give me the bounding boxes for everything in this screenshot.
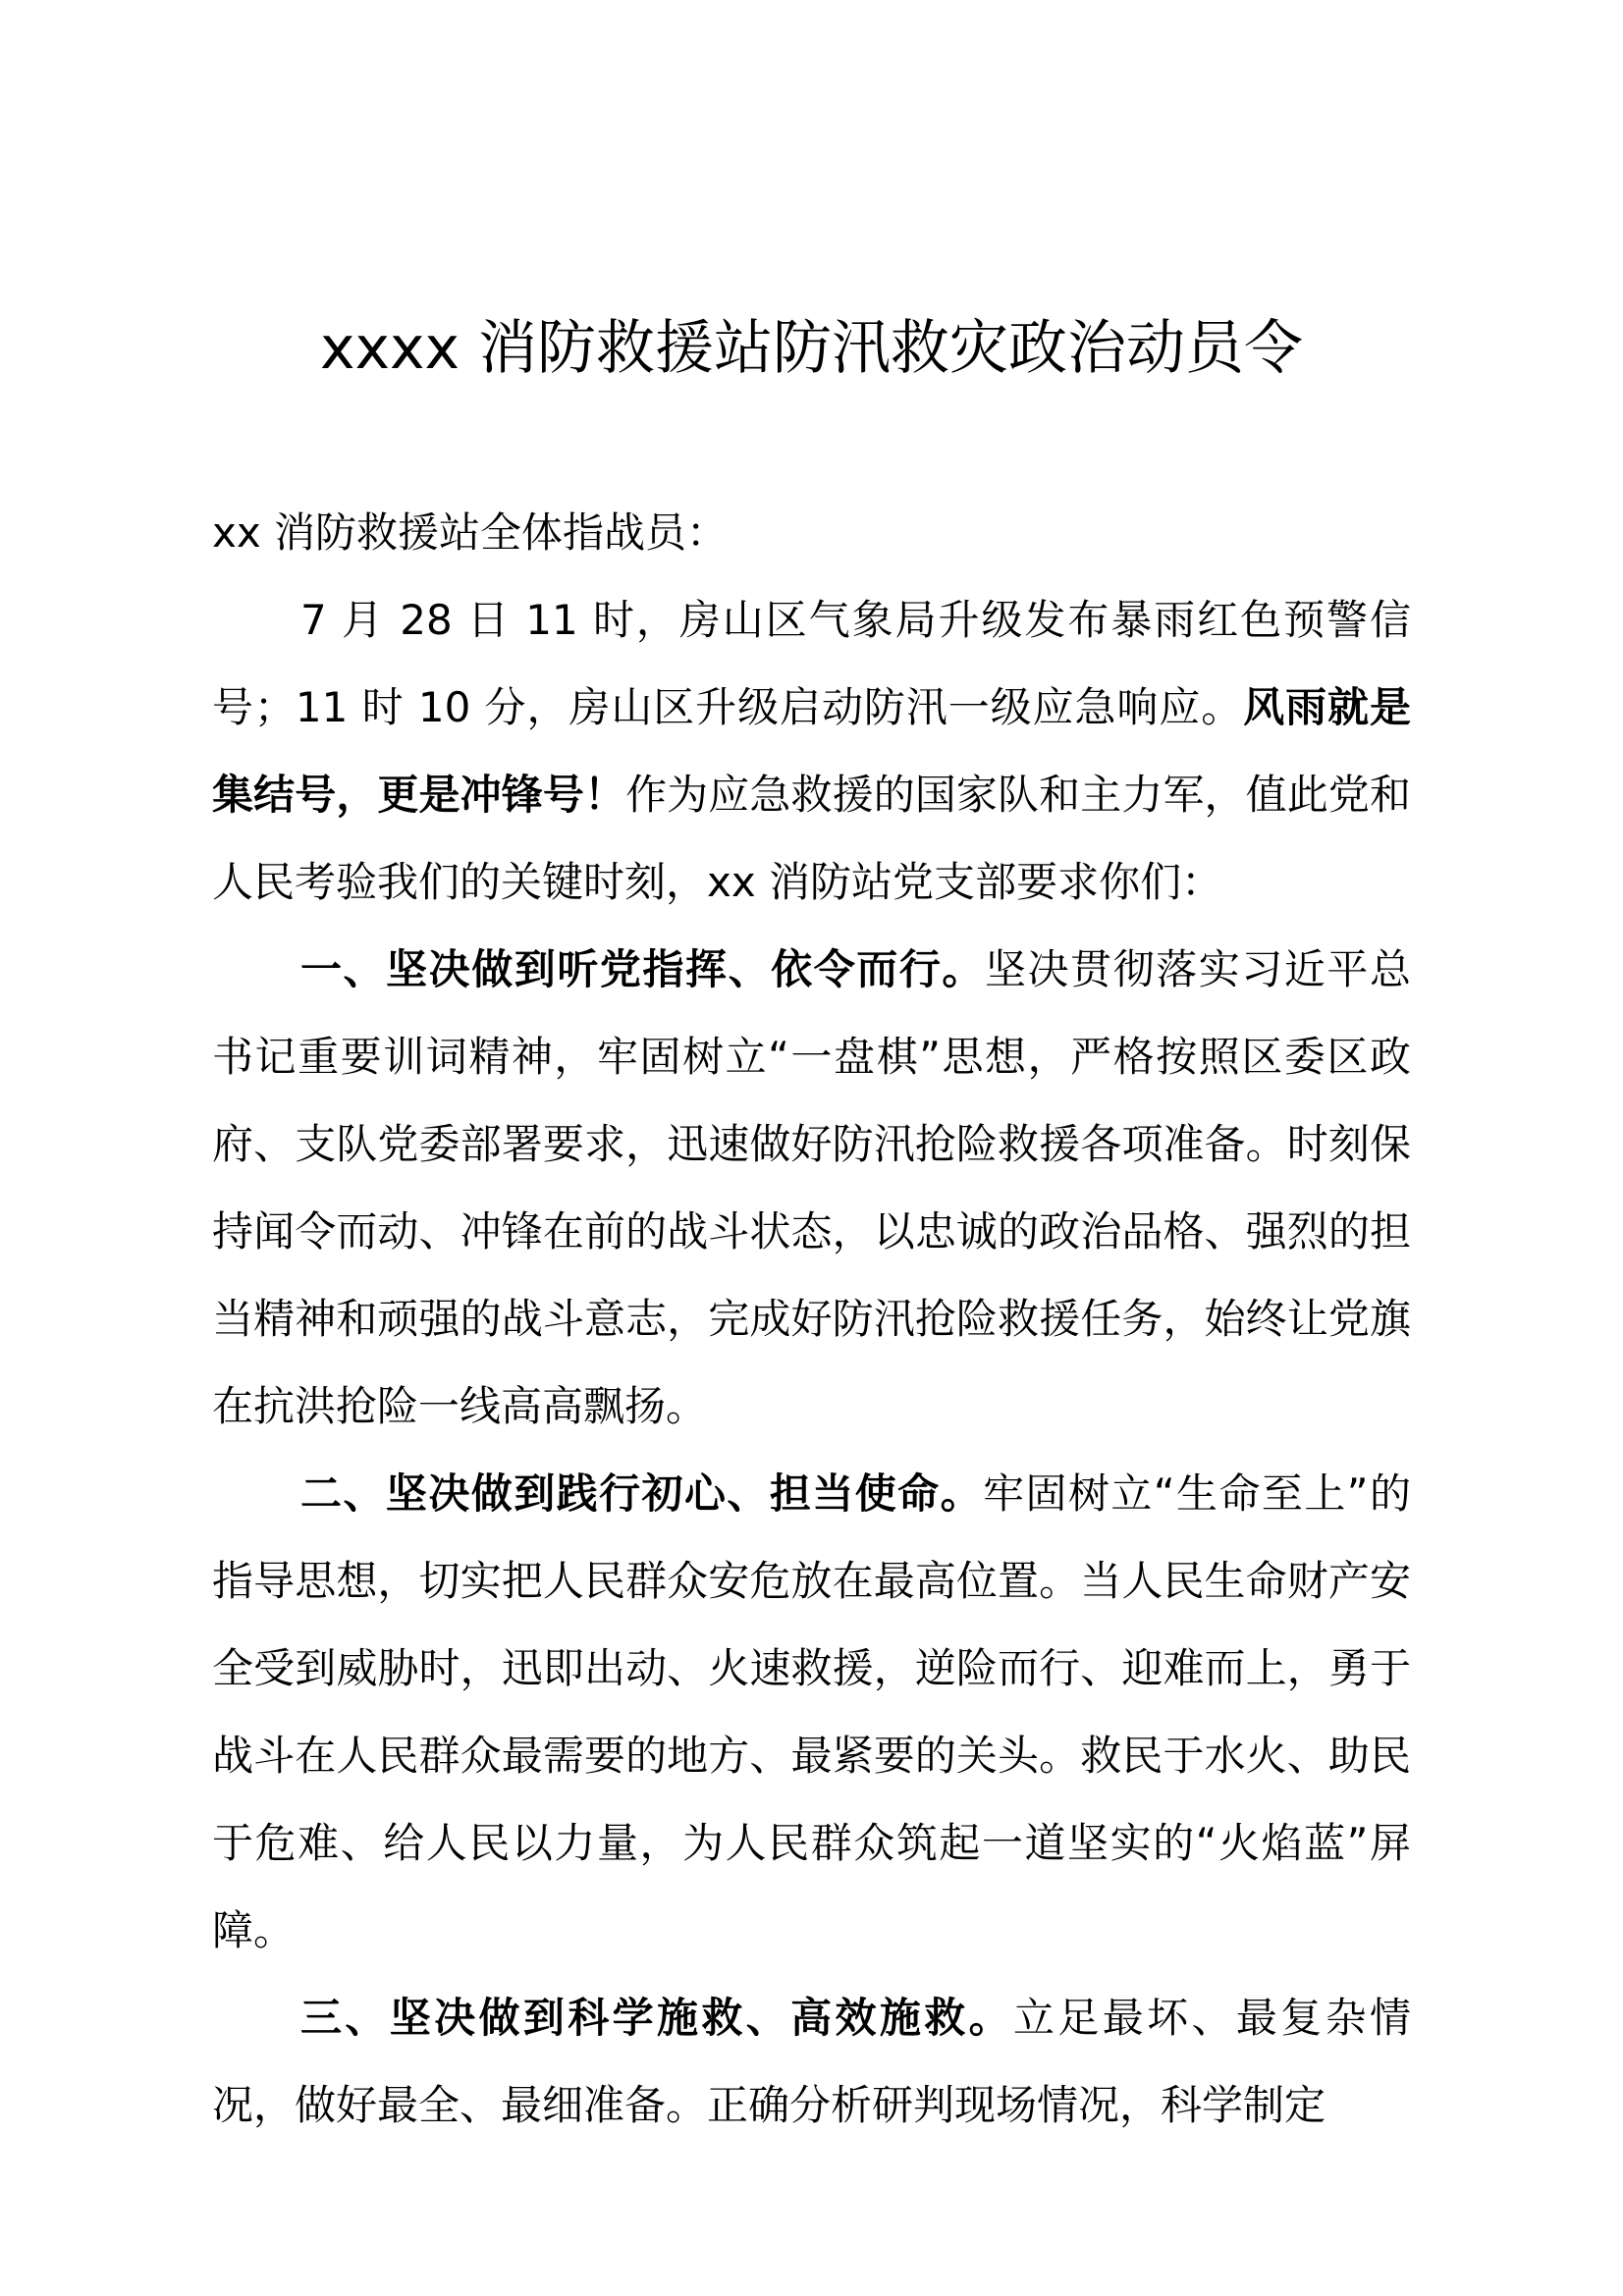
paragraph-text: 坚决贯彻落实习近平总书记重要训词精神，牢固树立“一盘棋”思想，严格按照区委区政府、支队党委部署要求，迅速做好防汛抢险救援各项准备。时刻保持闻令而动、冲锋在前的战斗状态，以忠诚的政治品格、强烈的担当精神和顽强的战斗意志，完成好防汛抢险救援任务，始终让党旗在抗洪抢险一线高高飘扬。 — [212, 945, 1411, 1430]
paragraph-point-two — [212, 1450, 1411, 1974]
paragraph-text: 立足最坏、最复杂情况，做好最全、最细准备。正确分析研判现场情况，科学制定 — [212, 1994, 1411, 2129]
paragraph-text: 作为应急救援的国家队和主力军，值此党和人民考验我们的关键时刻，xx 消防站党支部要求你们： — [212, 771, 1411, 906]
paragraph-heading: 二、坚决做到践行初心、担当使命。 — [300, 1469, 984, 1518]
paragraph-emphasis: 风雨就是集结号，更是冲锋号！ — [212, 683, 1411, 819]
paragraph-point-one — [212, 926, 1411, 1450]
paragraph-text: 牢固树立“生命至上”的指导思想，切实把人民群众安危放在最高位置。当人民生命财产安全受到威胁时，迅即出动、火速救援，逆险而行、迎难而上，勇于战斗在人民群众最需要的地方、最紧要的关头。救民于水火、助民于危难、给人民以力量，为人民群众筑起一道坚实的“火焰蓝”屏障。 — [212, 1469, 1411, 1954]
paragraph-point-three — [212, 1974, 1411, 2149]
salutation: xx 消防救援站全体指战员： — [212, 508, 729, 557]
paragraph-text: 7 月 28 日 11 时，房山区气象局升级发布暴雨红色预警信号；11 时 10 分，房山区升级启动防汛一级应急响应。 — [212, 596, 1411, 731]
paragraph-heading: 三、坚决做到科学施救、高效施救。 — [300, 1994, 1013, 2042]
paragraph-heading: 一、坚决做到听党指挥、依令而行。 — [300, 945, 985, 993]
document-body — [212, 489, 1411, 2149]
paragraph-intro — [212, 576, 1411, 926]
document-title: xxxx 消防救援站防汛救灾政治动员令 — [319, 314, 1304, 383]
